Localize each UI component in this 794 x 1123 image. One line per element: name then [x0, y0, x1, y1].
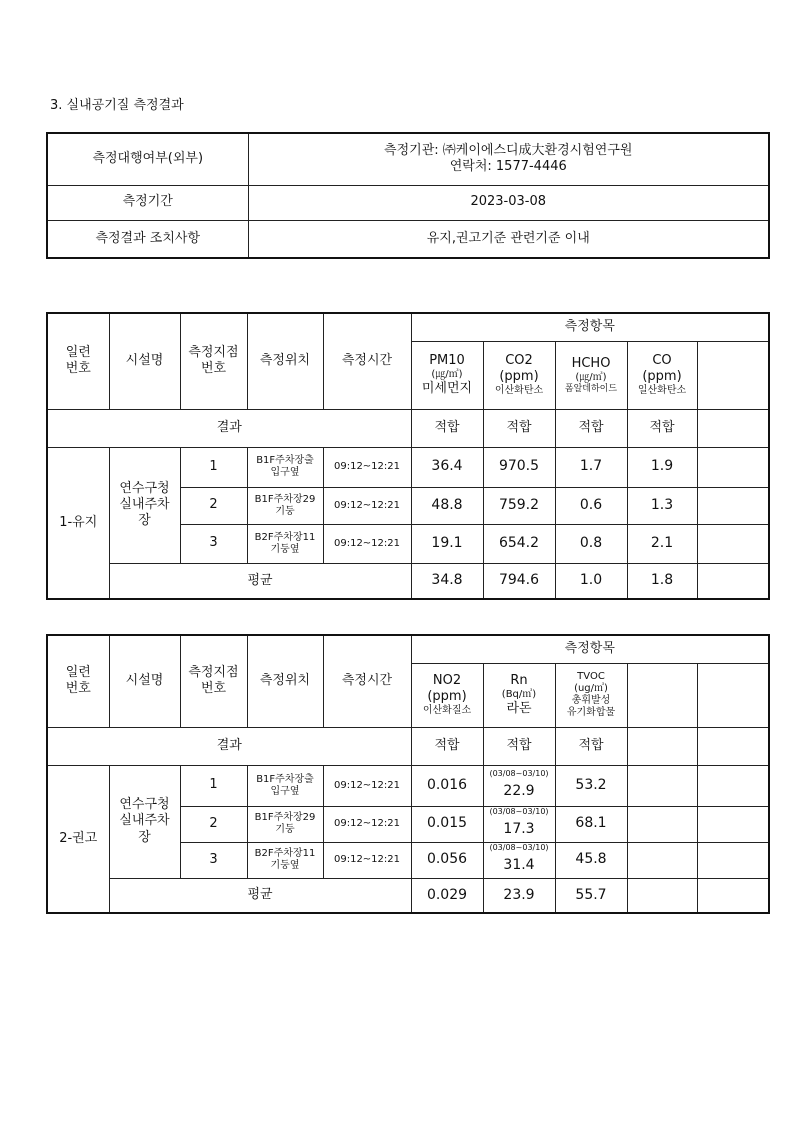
agency-name: 측정기관: ㈜케이에스디成大환경시험연구원	[384, 143, 633, 158]
average-label: 평균	[109, 563, 411, 599]
co-value: 1.3	[627, 487, 697, 524]
co2-value: 654.2	[483, 524, 555, 563]
pm10-value: 48.8	[411, 487, 483, 524]
info-table	[46, 132, 770, 259]
average-label: 평균	[109, 878, 411, 913]
facility-name	[109, 447, 180, 563]
hdr-hcho-name: HCHO	[571, 355, 611, 371]
rn-cell	[483, 806, 555, 842]
hdr-tvoc-desc: 총휘발성	[571, 695, 611, 706]
hdr-rn-desc: 라돈	[506, 701, 532, 716]
co2-value: 970.5	[483, 447, 555, 487]
hdr-pm10	[411, 341, 483, 409]
table-row	[47, 447, 769, 487]
rn-period: (03/08~03/10)	[489, 843, 549, 853]
empty-cell	[627, 765, 697, 806]
hdr-items: 측정항목	[411, 313, 769, 341]
pm10-value: 19.1	[411, 524, 483, 563]
rn-value: 22.9	[503, 782, 535, 799]
rn-cell	[483, 765, 555, 806]
point-no: 1	[180, 765, 247, 806]
location-l1: B1F주차장출	[256, 773, 314, 785]
location-l2: 기둥옆	[270, 543, 300, 555]
hdr-point-l2: 번호	[200, 361, 227, 377]
hdr-co2-unit: (ppm)	[499, 369, 539, 384]
point-no: 2	[180, 487, 247, 524]
result-no2: 적합	[411, 727, 483, 765]
hdr-serial-l2: 번호	[65, 361, 91, 377]
empty-cell	[697, 878, 769, 913]
results-table-1	[46, 312, 770, 600]
hdr-co-name: CO	[652, 352, 672, 368]
hdr-rn-name: Rn	[510, 672, 528, 688]
tvoc-value: 45.8	[555, 842, 627, 878]
point-no: 3	[180, 842, 247, 878]
hdr-no2-desc: 이산화질소	[422, 705, 472, 717]
hdr-co2	[483, 341, 555, 409]
result-co2: 적합	[483, 409, 555, 447]
result-co: 적합	[627, 409, 697, 447]
rn-period: (03/08~03/10)	[489, 807, 549, 817]
facility-l3: 장	[138, 829, 151, 845]
hdr-tvoc-desc2: 유기화합물	[566, 707, 616, 718]
hdr-facility: 시설명	[109, 313, 180, 409]
result-tvoc: 적합	[555, 727, 627, 765]
hcho-value: 0.6	[555, 487, 627, 524]
rn-value: 31.4	[503, 857, 535, 874]
hdr-serial-l1: 일련	[65, 665, 91, 680]
location	[247, 806, 323, 842]
result-hcho: 적합	[555, 409, 627, 447]
hdr-pm10-unit: (㎍/㎥)	[431, 369, 463, 380]
group-label: 2-권고	[47, 765, 109, 913]
hdr-empty	[627, 663, 697, 727]
hcho-value: 0.8	[555, 524, 627, 563]
point-no: 3	[180, 524, 247, 563]
no2-value: 0.015	[411, 806, 483, 842]
empty-cell	[627, 842, 697, 878]
hdr-location: 측정위치	[247, 313, 323, 409]
hdr-point	[180, 635, 247, 727]
hdr-rn-unit: (Bq/㎥)	[501, 689, 537, 700]
location-l2: 기둥	[275, 505, 295, 517]
results-table-2	[46, 634, 770, 914]
avg-pm10: 34.8	[411, 563, 483, 599]
result-empty	[697, 409, 769, 447]
hdr-co2-name: CO2	[505, 352, 533, 368]
co-value: 2.1	[627, 524, 697, 563]
average-row	[47, 878, 769, 913]
location-l2: 입구옆	[270, 467, 300, 478]
facility-l3: 장	[138, 513, 151, 529]
tvoc-value: 68.1	[555, 806, 627, 842]
hdr-pm10-desc: 미세먼지	[421, 381, 473, 396]
table-row	[47, 765, 769, 806]
rn-value: 17.3	[503, 821, 535, 838]
location	[247, 842, 323, 878]
info-label-agency: 측정대행여부(외부)	[47, 133, 248, 185]
result-empty	[627, 727, 697, 765]
hdr-no2-unit: (ppm)	[427, 689, 467, 704]
average-row	[47, 563, 769, 599]
avg-hcho: 1.0	[555, 563, 627, 599]
empty-cell	[627, 878, 697, 913]
empty-cell	[697, 842, 769, 878]
hdr-co2-desc: 이산화탄소	[494, 385, 544, 397]
pm10-value: 36.4	[411, 447, 483, 487]
hdr-items: 측정항목	[411, 635, 769, 663]
avg-tvoc: 55.7	[555, 878, 627, 913]
location-l1: B1F주차장29	[254, 493, 316, 505]
facility-l1: 연수구청	[119, 480, 170, 496]
section-title: 3. 실내공기질 측정결과	[50, 98, 184, 113]
hdr-location: 측정위치	[247, 635, 323, 727]
location	[247, 447, 323, 487]
empty-cell	[697, 806, 769, 842]
hdr-no2	[411, 663, 483, 727]
facility-l1: 연수구청	[119, 797, 170, 813]
info-agency-cell	[248, 133, 769, 185]
avg-co: 1.8	[627, 563, 697, 599]
hdr-serial-l2: 번호	[65, 681, 91, 697]
hdr-point	[180, 313, 247, 409]
hdr-pm10-name: PM10	[429, 352, 465, 368]
point-no: 2	[180, 806, 247, 842]
no2-value: 0.016	[411, 765, 483, 806]
hdr-co	[627, 341, 697, 409]
group-label: 1-유지	[47, 447, 109, 599]
avg-co2: 794.6	[483, 563, 555, 599]
hdr-point-l1: 측정지점	[188, 665, 239, 680]
rn-period: (03/08~03/10)	[489, 768, 549, 778]
hdr-tvoc-name: TVOC	[577, 671, 605, 682]
hdr-hcho-unit: (㎍/㎥)	[575, 371, 607, 383]
result-rn: 적합	[483, 727, 555, 765]
hdr-rn	[483, 663, 555, 727]
location-l1: B1F주차장29	[254, 812, 316, 823]
hdr-empty	[697, 663, 769, 727]
hdr-serial	[47, 313, 109, 409]
time: 09:12~12:21	[323, 447, 411, 487]
time: 09:12~12:21	[323, 842, 411, 878]
facility-l2: 실내주차	[119, 496, 170, 512]
rn-cell	[483, 842, 555, 878]
location-l1: B2F주차장11	[254, 848, 316, 859]
hcho-value: 1.7	[555, 447, 627, 487]
avg-no2: 0.029	[411, 878, 483, 913]
point-no: 1	[180, 447, 247, 487]
co2-value: 759.2	[483, 487, 555, 524]
location-l2: 기둥옆	[270, 860, 300, 871]
location-l2: 입구옆	[270, 785, 300, 797]
location-l1: B2F주차장11	[254, 531, 316, 543]
info-period-value: 2023-03-08	[248, 185, 769, 220]
result-pm10: 적합	[411, 409, 483, 447]
hdr-point-l2: 번호	[200, 681, 227, 697]
result-label: 결과	[47, 409, 411, 447]
info-action-value: 유지,권고기준 관련기준 이내	[248, 220, 769, 258]
hdr-serial-l1: 일련	[65, 345, 91, 360]
location-l1: B1F주차장출	[256, 455, 314, 466]
hdr-tvoc	[555, 663, 627, 727]
hdr-facility: 시설명	[109, 635, 180, 727]
no2-value: 0.056	[411, 842, 483, 878]
location	[247, 765, 323, 806]
hdr-tvoc-unit: (ug/㎥)	[574, 683, 608, 694]
facility-name	[109, 765, 180, 878]
hdr-co-unit: (ppm)	[642, 369, 682, 384]
location	[247, 524, 323, 563]
hdr-no2-name: NO2	[432, 672, 462, 688]
time: 09:12~12:21	[323, 765, 411, 806]
hdr-time: 측정시간	[323, 635, 411, 727]
facility-l2: 실내주차	[119, 813, 170, 829]
hdr-hcho-desc: 폼알데하이드	[564, 383, 618, 394]
hdr-hcho	[555, 341, 627, 409]
result-empty	[697, 727, 769, 765]
hdr-time: 측정시간	[323, 313, 411, 409]
info-label-period: 측정기간	[47, 185, 248, 220]
location	[247, 487, 323, 524]
empty-cell	[697, 524, 769, 563]
time: 09:12~12:21	[323, 487, 411, 524]
hdr-empty	[697, 341, 769, 409]
time: 09:12~12:21	[323, 806, 411, 842]
hdr-point-l1: 측정지점	[188, 345, 239, 360]
empty-cell	[627, 806, 697, 842]
result-label: 결과	[47, 727, 411, 765]
hdr-serial	[47, 635, 109, 727]
empty-cell	[697, 765, 769, 806]
info-label-action: 측정결과 조치사항	[47, 220, 248, 258]
co-value: 1.9	[627, 447, 697, 487]
agency-contact: 연락처: 1577-4446	[449, 159, 567, 175]
empty-cell	[697, 563, 769, 599]
empty-cell	[697, 487, 769, 524]
empty-cell	[697, 447, 769, 487]
avg-rn: 23.9	[483, 878, 555, 913]
location-l2: 기둥	[275, 824, 295, 835]
time: 09:12~12:21	[323, 524, 411, 563]
hdr-co-desc: 일산화탄소	[637, 385, 687, 397]
tvoc-value: 53.2	[555, 765, 627, 806]
